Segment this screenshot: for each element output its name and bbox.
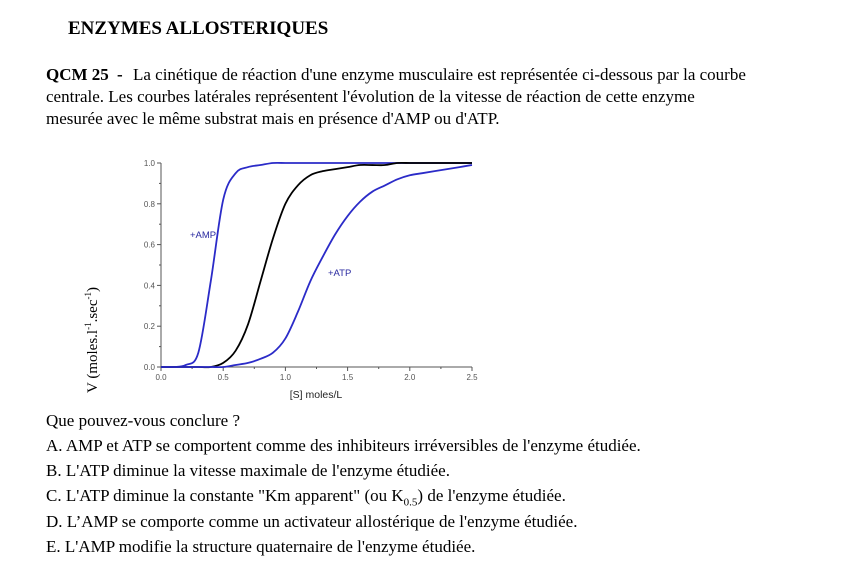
x-tick-label: 2.0 [404,373,416,382]
option-b[interactable]: B. L'ATP diminue la vitesse maximale de l'enzyme étudiée. [46,461,450,480]
option-e[interactable]: E. L'AMP modifie la structure quaternaire de l'enzyme étudiée. [46,537,476,556]
question-number: QCM 25 [46,65,109,84]
kinetics-chart [0,140,520,405]
section-title: ENZYMES ALLOSTERIQUES [68,18,329,39]
y-tick-label: 0.6 [143,240,155,250]
question-line-3: mesurée avec le même substrat mais en présence d'AMP ou d'ATP. [46,109,500,128]
x-tick-label: 0.5 [217,373,229,382]
x-tick-label: 0.0 [155,373,167,382]
annotation-amp: +AMP [190,230,217,241]
y-axis-label [83,287,101,393]
question-separator: - [117,65,123,84]
y-tick-label: 0.8 [143,199,155,209]
option-d[interactable]: D. L’AMP se comporte comme un activateur allostérique de l'enzyme étudiée. [46,512,578,531]
annotation-atp: +ATP [328,268,352,279]
x-tick-label: 1.0 [279,373,291,382]
question-line-2: centrale. Les courbes latérales représentent l'évolution de la vitesse de réaction de cette enzyme [46,87,695,106]
curve-control [161,163,472,367]
option-c[interactable] [46,486,566,508]
question-line-1 [46,64,746,86]
svg-text:V (moles.l-1.sec-1): V $(moles.l^{-1}.\sec^{-1})$ [83,287,101,393]
y-tick-label: 1.0 [143,159,155,168]
question-text: La cinétique de réaction d'une enzyme musculaire est représentée ci-dessous par la courbe [132,65,746,84]
option-a[interactable]: A. AMP et ATP se comportent comme des inhibiteurs irréversibles de l'enzyme étudiée. [46,436,641,455]
conclusion-prompt: Que pouvez-vous conclure ? [46,411,241,430]
y-tick-label: 0.2 [143,322,155,332]
option-c-text: C. L'ATP diminue la constante "Km apparent" (ou K [46,486,404,505]
option-c-text-end: ) de l'enzyme étudiée. [417,486,566,505]
x-tick-label: 2.5 [466,373,478,382]
curve-amp [161,163,472,367]
x-tick-label: 1.5 [342,373,354,382]
y-tick-label: 0.4 [143,281,155,291]
option-c-subscript: 0.5 [403,496,418,509]
x-axis-label: [S] moles/L [289,389,343,401]
y-tick-label: 0.0 [143,363,155,372]
curve-atp [161,165,472,367]
